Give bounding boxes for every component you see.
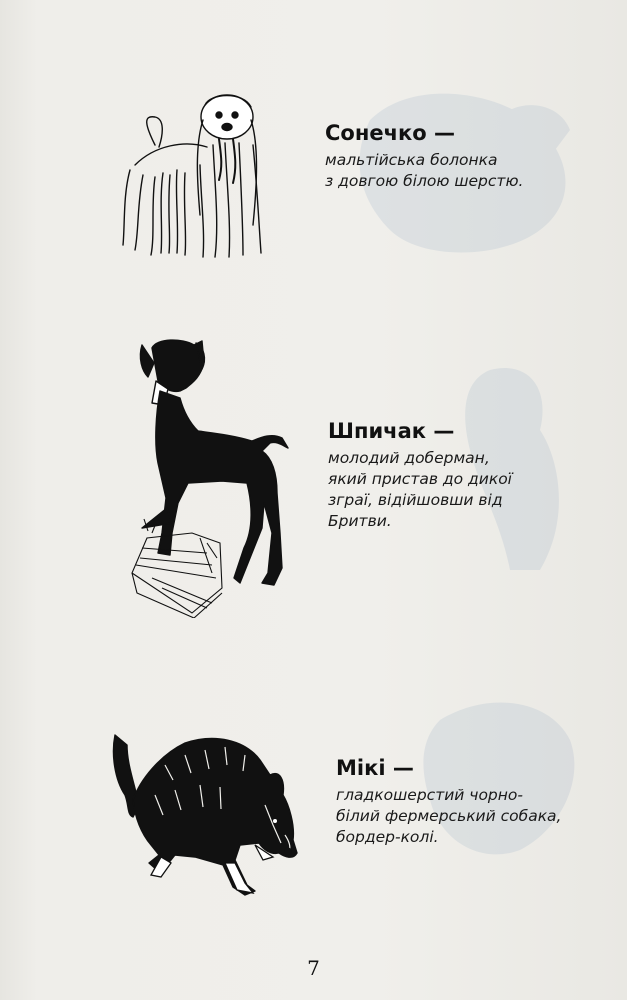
page-number: 7 <box>307 956 320 980</box>
character-description <box>328 448 512 532</box>
description-line: білий фермерський собака, <box>336 807 562 825</box>
description-line: мальтійська болонка <box>325 151 498 169</box>
description-line: молодий доберман, <box>328 449 490 467</box>
description-line: гладкошерстий чорно- <box>336 786 523 804</box>
maltese-dog-illustration <box>115 85 275 260</box>
character-caption <box>325 120 523 192</box>
doberman-illustration <box>112 333 297 618</box>
description-line: зграї, відійшовши від <box>328 491 503 509</box>
description-line: бордер-колі. <box>336 828 439 846</box>
character-name: Мікі — <box>336 756 414 780</box>
character-name: Сонечко — <box>325 121 455 145</box>
character-caption <box>328 418 512 532</box>
border-collie-illustration <box>105 725 305 900</box>
description-line: Бритви. <box>328 512 392 530</box>
character-caption <box>336 755 561 848</box>
character-description <box>336 785 561 848</box>
character-name: Шпичак — <box>328 419 455 443</box>
character-description <box>325 150 523 192</box>
description-line: з довгою білою шерстю. <box>325 172 524 190</box>
description-line: який пристав до дикої <box>328 470 512 488</box>
